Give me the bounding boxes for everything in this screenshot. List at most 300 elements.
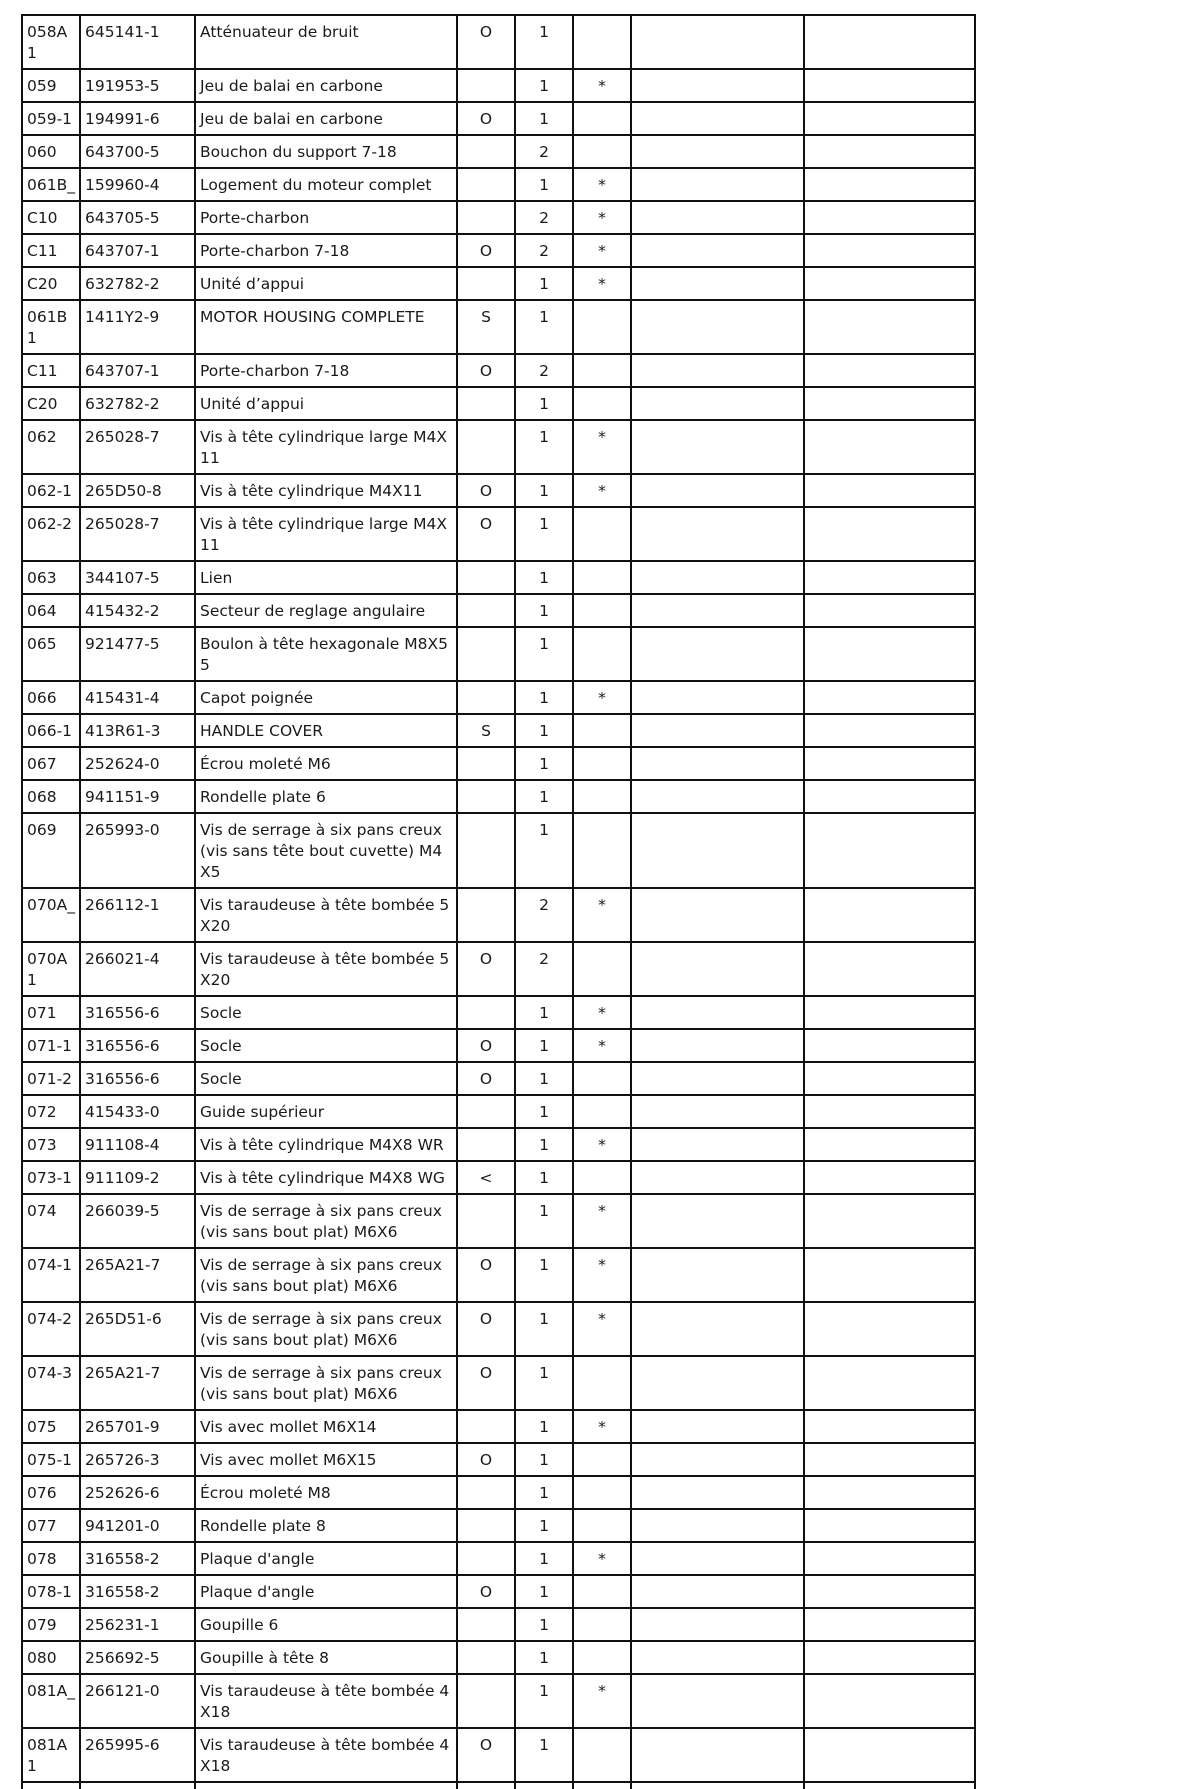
empty-cell [631, 1674, 804, 1728]
flag-cell [457, 201, 515, 234]
part-number-cell: 316558-2 [80, 1542, 195, 1575]
table-row-continued [22, 1782, 975, 1789]
flag-cell [457, 1542, 515, 1575]
empty-cell [804, 1728, 975, 1782]
item-number-cell: 075-1 [22, 1443, 80, 1476]
description-cell: Socle [195, 1062, 457, 1095]
flag-cell [457, 1608, 515, 1641]
quantity-cell: 1 [515, 1161, 573, 1194]
flag-cell [457, 135, 515, 168]
item-number-cell: 074-3 [22, 1356, 80, 1410]
description-cell: Plaque d'angle [195, 1575, 457, 1608]
description-cell: Vis à tête cylindrique large M4X11 [195, 507, 457, 561]
item-number-cell: C11 [22, 234, 80, 267]
table-row [22, 714, 975, 747]
part-number-cell: 265A21-7 [80, 1356, 195, 1410]
flag-cell: O [457, 474, 515, 507]
description-cell: Vis de serrage à six pans creux (vis sans tête bout cuvette) M4X5 [195, 813, 457, 888]
empty-cell [804, 1062, 975, 1095]
flag-cell: O [457, 1575, 515, 1608]
quantity-cell: 1 [515, 1728, 573, 1782]
table-row [22, 1641, 975, 1674]
empty-cell [804, 1608, 975, 1641]
flag-cell [457, 1095, 515, 1128]
item-number-cell: C10 [22, 201, 80, 234]
table-row [22, 267, 975, 300]
quantity-cell: 2 [515, 354, 573, 387]
description-cell: Rondelle plate 6 [195, 780, 457, 813]
part-number-cell: 1411Y2-9 [80, 300, 195, 354]
quantity-cell: 1 [515, 714, 573, 747]
flag-cell: O [457, 1443, 515, 1476]
table-row [22, 135, 975, 168]
empty-cell [631, 1641, 804, 1674]
flag-cell [457, 1476, 515, 1509]
table-row [22, 1248, 975, 1302]
description-cell: Capot poignée [195, 681, 457, 714]
mark-cell [573, 714, 631, 747]
mark-cell [573, 15, 631, 69]
description-cell: Vis à tête cylindrique M4X8 WG [195, 1161, 457, 1194]
mark-cell: * [573, 168, 631, 201]
description-cell: Écrou moleté M6 [195, 747, 457, 780]
description-cell: Vis à tête cylindrique large M4X11 [195, 420, 457, 474]
empty-cell [804, 507, 975, 561]
part-number-cell: 643700-5 [80, 135, 195, 168]
empty-cell [631, 267, 804, 300]
empty-cell [631, 234, 804, 267]
flag-cell: S [457, 714, 515, 747]
table-row [22, 627, 975, 681]
flag-cell [457, 69, 515, 102]
item-number-cell: 081A1 [22, 1728, 80, 1782]
table-row [22, 1674, 975, 1728]
table-row [22, 1410, 975, 1443]
mark-cell: * [573, 1302, 631, 1356]
empty-cell [631, 996, 804, 1029]
empty-cell [631, 1728, 804, 1782]
flag-cell: O [457, 507, 515, 561]
table-row [22, 1095, 975, 1128]
description-cell: Goupille 6 [195, 1608, 457, 1641]
mark-cell: * [573, 996, 631, 1029]
table-row [22, 234, 975, 267]
quantity-cell: 1 [515, 1029, 573, 1062]
mark-cell: * [573, 1542, 631, 1575]
item-number-cell: 064 [22, 594, 80, 627]
quantity-cell: 1 [515, 1542, 573, 1575]
quantity-cell: 1 [515, 1302, 573, 1356]
flag-cell: O [457, 1029, 515, 1062]
empty-cell [631, 69, 804, 102]
quantity-cell: 1 [515, 780, 573, 813]
part-number-cell: 643707-1 [80, 234, 195, 267]
empty-cell [804, 135, 975, 168]
table-row [22, 102, 975, 135]
item-number-cell: 062-1 [22, 474, 80, 507]
description-cell: Logement du moteur complet [195, 168, 457, 201]
quantity-cell: 1 [515, 1128, 573, 1161]
empty-cell [804, 201, 975, 234]
mark-cell [573, 1356, 631, 1410]
table-row [22, 300, 975, 354]
mark-cell [573, 1476, 631, 1509]
description-cell: Bouchon du support 7-18 [195, 135, 457, 168]
flag-cell [457, 168, 515, 201]
empty-cell [631, 1410, 804, 1443]
table-row [22, 996, 975, 1029]
description-cell: Rondelle plate 8 [195, 1509, 457, 1542]
item-number-cell: 066-1 [22, 714, 80, 747]
description-cell: Unité d’appui [195, 387, 457, 420]
table-row [22, 1062, 975, 1095]
part-number-cell: 265993-0 [80, 813, 195, 888]
mark-cell [573, 135, 631, 168]
mark-cell: * [573, 1410, 631, 1443]
item-number-cell: 078-1 [22, 1575, 80, 1608]
item-number-cell: 074 [22, 1194, 80, 1248]
part-number-cell: 911109-2 [80, 1161, 195, 1194]
quantity-cell: 2 [515, 942, 573, 996]
item-number-cell: 067 [22, 747, 80, 780]
quantity-cell: 1 [515, 747, 573, 780]
mark-cell: * [573, 420, 631, 474]
table-row [22, 1509, 975, 1542]
description-cell: Vis avec mollet M6X14 [195, 1410, 457, 1443]
table-row [22, 561, 975, 594]
table-row [22, 1128, 975, 1161]
empty-cell [804, 681, 975, 714]
item-number-cell: 070A_ [22, 888, 80, 942]
description-cell: Vis avec mollet M6X15 [195, 1443, 457, 1476]
part-number-cell: 413R61-3 [80, 714, 195, 747]
item-number-cell: 063 [22, 561, 80, 594]
part-number-cell: 643707-1 [80, 354, 195, 387]
table-row [22, 1161, 975, 1194]
mark-cell: * [573, 888, 631, 942]
empty-cell [804, 1161, 975, 1194]
empty-cell [631, 1509, 804, 1542]
description-cell: Unité d’appui [195, 267, 457, 300]
mark-cell [573, 300, 631, 354]
item-number-cell: 079 [22, 1608, 80, 1641]
flag-cell: O [457, 1062, 515, 1095]
mark-cell [573, 387, 631, 420]
table-row [22, 474, 975, 507]
empty-cell [804, 354, 975, 387]
quantity-cell: 1 [515, 69, 573, 102]
quantity-cell: 2 [515, 888, 573, 942]
mark-cell [573, 1641, 631, 1674]
description-cell: Vis taraudeuse à tête bombée 5X20 [195, 942, 457, 996]
flag-cell [457, 420, 515, 474]
empty-cell [631, 1029, 804, 1062]
empty-cell [80, 1782, 195, 1789]
empty-cell [631, 714, 804, 747]
item-number-cell: 060 [22, 135, 80, 168]
item-number-cell: 074-1 [22, 1248, 80, 1302]
part-number-cell: 266112-1 [80, 888, 195, 942]
item-number-cell: 059 [22, 69, 80, 102]
quantity-cell: 1 [515, 1575, 573, 1608]
empty-cell [631, 474, 804, 507]
quantity-cell: 1 [515, 474, 573, 507]
part-number-cell: 159960-4 [80, 168, 195, 201]
description-cell: Jeu de balai en carbone [195, 102, 457, 135]
mark-cell [573, 1095, 631, 1128]
table-row [22, 69, 975, 102]
mark-cell: * [573, 69, 631, 102]
empty-cell [631, 747, 804, 780]
quantity-cell: 1 [515, 168, 573, 201]
item-number-cell: 070A1 [22, 942, 80, 996]
table-row [22, 780, 975, 813]
empty-cell [804, 1575, 975, 1608]
empty-cell [22, 1782, 80, 1789]
item-number-cell: 077 [22, 1509, 80, 1542]
quantity-cell: 1 [515, 681, 573, 714]
part-number-cell: 265726-3 [80, 1443, 195, 1476]
item-number-cell: 071-2 [22, 1062, 80, 1095]
table-row [22, 1575, 975, 1608]
part-number-cell: 265701-9 [80, 1410, 195, 1443]
part-number-cell: 265028-7 [80, 420, 195, 474]
part-number-cell: 265995-6 [80, 1728, 195, 1782]
flag-cell [457, 627, 515, 681]
mark-cell: * [573, 201, 631, 234]
empty-cell [804, 561, 975, 594]
empty-cell [804, 747, 975, 780]
quantity-cell: 1 [515, 1248, 573, 1302]
description-cell: Socle [195, 1029, 457, 1062]
quantity-cell: 1 [515, 627, 573, 681]
part-number-cell: 252624-0 [80, 747, 195, 780]
flag-cell [457, 1674, 515, 1728]
quantity-cell: 1 [515, 1641, 573, 1674]
part-number-cell: 415433-0 [80, 1095, 195, 1128]
flag-cell [457, 780, 515, 813]
quantity-cell: 1 [515, 507, 573, 561]
table-row [22, 1476, 975, 1509]
part-number-cell: 415432-2 [80, 594, 195, 627]
part-number-cell: 941151-9 [80, 780, 195, 813]
item-number-cell: 062-2 [22, 507, 80, 561]
quantity-cell: 1 [515, 1062, 573, 1095]
empty-cell [631, 681, 804, 714]
flag-cell [457, 681, 515, 714]
empty-cell [804, 1476, 975, 1509]
item-number-cell: C20 [22, 267, 80, 300]
empty-cell [804, 627, 975, 681]
item-number-cell: 061B_ [22, 168, 80, 201]
quantity-cell: 1 [515, 1674, 573, 1728]
part-number-cell: 265A21-7 [80, 1248, 195, 1302]
part-number-cell: 265D51-6 [80, 1302, 195, 1356]
table-row [22, 354, 975, 387]
mark-cell [573, 780, 631, 813]
quantity-cell: 1 [515, 594, 573, 627]
parts-list-page [21, 14, 976, 1789]
item-number-cell: 061B1 [22, 300, 80, 354]
empty-cell [804, 420, 975, 474]
part-number-cell: 415431-4 [80, 681, 195, 714]
mark-cell [573, 594, 631, 627]
mark-cell: * [573, 681, 631, 714]
empty-cell [804, 1029, 975, 1062]
description-cell: Vis taraudeuse à tête bombée 4X18 [195, 1674, 457, 1728]
flag-cell [457, 267, 515, 300]
empty-cell [631, 300, 804, 354]
table-row [22, 747, 975, 780]
table-row [22, 1608, 975, 1641]
part-number-cell: 256231-1 [80, 1608, 195, 1641]
flag-cell [457, 594, 515, 627]
empty-cell [631, 1302, 804, 1356]
empty-cell [804, 387, 975, 420]
empty-cell [631, 387, 804, 420]
part-number-cell: 265028-7 [80, 507, 195, 561]
part-number-cell: 632782-2 [80, 387, 195, 420]
flag-cell: O [457, 1728, 515, 1782]
mark-cell [573, 1575, 631, 1608]
table-row [22, 168, 975, 201]
item-number-cell: 068 [22, 780, 80, 813]
mark-cell [573, 813, 631, 888]
mark-cell: * [573, 474, 631, 507]
empty-cell [195, 1782, 457, 1789]
quantity-cell: 1 [515, 813, 573, 888]
empty-cell [631, 168, 804, 201]
empty-cell [804, 69, 975, 102]
empty-cell [631, 1161, 804, 1194]
empty-cell [804, 1674, 975, 1728]
empty-cell [804, 1410, 975, 1443]
empty-cell [631, 1128, 804, 1161]
quantity-cell: 1 [515, 561, 573, 594]
item-number-cell: 071 [22, 996, 80, 1029]
item-number-cell: 065 [22, 627, 80, 681]
flag-cell [457, 747, 515, 780]
quantity-cell: 1 [515, 1356, 573, 1410]
part-number-cell: 256692-5 [80, 1641, 195, 1674]
item-number-cell: 071-1 [22, 1029, 80, 1062]
empty-cell [631, 1476, 804, 1509]
quantity-cell: 1 [515, 1410, 573, 1443]
mark-cell: * [573, 1128, 631, 1161]
flag-cell [457, 561, 515, 594]
description-cell: Vis taraudeuse à tête bombée 4X18 [195, 1728, 457, 1782]
empty-cell [804, 300, 975, 354]
flag-cell: O [457, 942, 515, 996]
empty-cell [804, 1128, 975, 1161]
empty-cell [804, 168, 975, 201]
mark-cell [573, 507, 631, 561]
table-row [22, 1029, 975, 1062]
item-number-cell: 080 [22, 1641, 80, 1674]
description-cell: MOTOR HOUSING COMPLETE [195, 300, 457, 354]
mark-cell [573, 1608, 631, 1641]
empty-cell [631, 1194, 804, 1248]
empty-cell [631, 135, 804, 168]
item-number-cell: 075 [22, 1410, 80, 1443]
empty-cell [573, 1782, 631, 1789]
part-number-cell: 316558-2 [80, 1575, 195, 1608]
table-row [22, 420, 975, 474]
flag-cell: O [457, 15, 515, 69]
description-cell: Porte-charbon 7-18 [195, 234, 457, 267]
empty-cell [804, 234, 975, 267]
item-number-cell: 066 [22, 681, 80, 714]
description-cell: Porte-charbon 7-18 [195, 354, 457, 387]
table-row [22, 1356, 975, 1410]
table-row [22, 387, 975, 420]
flag-cell [457, 1194, 515, 1248]
quantity-cell: 1 [515, 1608, 573, 1641]
empty-cell [804, 15, 975, 69]
table-row [22, 813, 975, 888]
empty-cell [631, 627, 804, 681]
description-cell: Vis de serrage à six pans creux (vis sans bout plat) M6X6 [195, 1248, 457, 1302]
empty-cell [804, 1509, 975, 1542]
quantity-cell: 1 [515, 1095, 573, 1128]
empty-cell [631, 420, 804, 474]
description-cell: HANDLE COVER [195, 714, 457, 747]
empty-cell [631, 102, 804, 135]
mark-cell [573, 354, 631, 387]
flag-cell: S [457, 300, 515, 354]
empty-cell [631, 942, 804, 996]
item-number-cell: 073-1 [22, 1161, 80, 1194]
part-number-cell: 316556-6 [80, 1062, 195, 1095]
quantity-cell: 2 [515, 201, 573, 234]
mark-cell [573, 1728, 631, 1782]
table-row [22, 1194, 975, 1248]
flag-cell [457, 1410, 515, 1443]
description-cell: Goupille à tête 8 [195, 1641, 457, 1674]
description-cell: Secteur de reglage angulaire [195, 594, 457, 627]
empty-cell [631, 561, 804, 594]
part-number-cell: 266021-4 [80, 942, 195, 996]
flag-cell [457, 996, 515, 1029]
table-row [22, 594, 975, 627]
empty-cell [804, 888, 975, 942]
quantity-cell: 1 [515, 300, 573, 354]
empty-cell [804, 102, 975, 135]
parts-table [21, 14, 976, 1789]
description-cell: Guide supérieur [195, 1095, 457, 1128]
part-number-cell: 266039-5 [80, 1194, 195, 1248]
quantity-cell: 1 [515, 267, 573, 300]
quantity-cell: 1 [515, 15, 573, 69]
empty-cell [631, 1575, 804, 1608]
part-number-cell: 316556-6 [80, 996, 195, 1029]
empty-cell [804, 942, 975, 996]
item-number-cell: 078 [22, 1542, 80, 1575]
mark-cell: * [573, 1248, 631, 1302]
table-row [22, 942, 975, 996]
empty-cell [631, 1356, 804, 1410]
flag-cell: O [457, 234, 515, 267]
empty-cell [804, 1356, 975, 1410]
mark-cell: * [573, 1674, 631, 1728]
description-cell: Vis taraudeuse à tête bombée 5X20 [195, 888, 457, 942]
mark-cell [573, 1509, 631, 1542]
item-number-cell: 073 [22, 1128, 80, 1161]
description-cell: Vis de serrage à six pans creux (vis sans bout plat) M6X6 [195, 1356, 457, 1410]
item-number-cell: 076 [22, 1476, 80, 1509]
description-cell: Porte-charbon [195, 201, 457, 234]
empty-cell [804, 813, 975, 888]
